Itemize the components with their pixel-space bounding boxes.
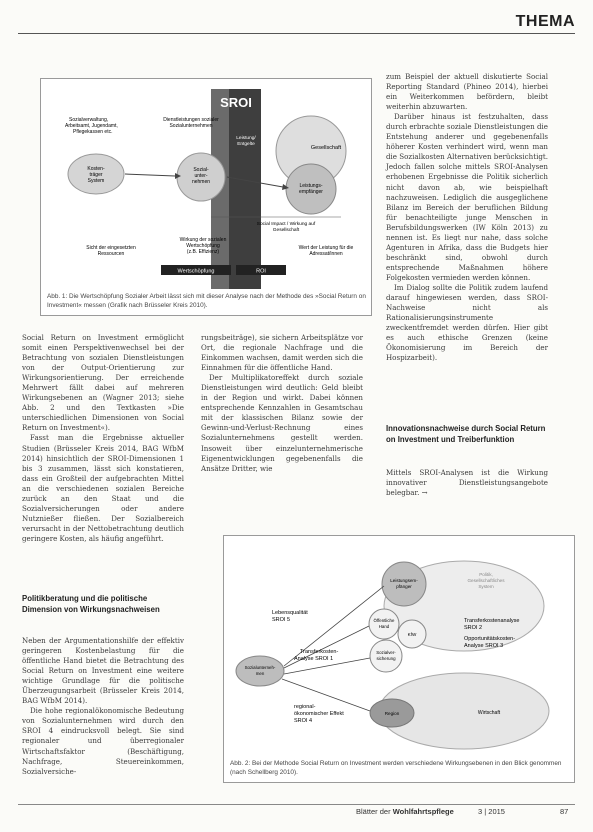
bottom-mid-label: Wirkung der sozialen Wertschöpfung (z.B. Effizienz) [179,237,227,255]
publication-name: Wohlfahrtspflege [392,807,454,816]
left-column-2 [22,636,184,777]
left-p3: Neben der Argumentationshilfe der effektiv geringeren Kostenbelastung für die öffentliche Hand bietet die Betrachtung des Social Return on Investment eine weitere wichtige Grundlage für die politische Überzeugungsarbeit (Brüsseler Kreis 2014, BAG WfbM 2014). [22,636,184,706]
figure2-caption: Abb. 2: Bei der Methode Social Return on Investment werden verschiedene Wirkungsebenen in den Blick genommen (nach Schellberg 2010). [230,760,562,776]
leistungsempfaenger-label-2: Leistungsem-pfänger [390,578,418,589]
wertschoepfung-label: Wertschöpfung [177,268,215,275]
leistung-label: Leistung/ Entgelte [236,136,256,147]
mid-p2: Der Multiplikatoreffekt durch soziale Dienstleistungen wird deutlich: Geld bleibt in der Region und wirkt. Dabei können entsprechende Kennzahlen in Gesamtschau mit der klassischen Bilanz sowie der Gewinn-und-Verlust-Rechnung eines Sozialunternehmens gestellt werden. Insoweit über einzelunternehmerische Eigenentwicklungen gegebenenfalls die Ansätze Dritter, wie [201,373,363,473]
right-p4: Mittels SROI-Analysen ist die Wirkung innovativer Dienstleistungsangebote belegbar. [386,468,548,498]
left-subhead: Politikberatung und die politische Dimension von Wirkungsnachweisen [22,594,160,614]
arrow-kosten-sozial [125,174,175,176]
sroi-band-dark [229,89,261,289]
right-p2: Darüber hinaus ist festzuhalten, dass durch erbrachte soziale Dienstleistungen die Entstehung anderer und gegebenenfalls höherer Kosten verhindert wird, wenn man die Sozialkosten Alternativen berücksichtigt. Jedoch fallen solche mittels SROI-Analysen erhobenen Ergebnisse die Politik sicherlich nicht davon ab, wie beispielhaft nachzuweisen. Lediglich die ausgeglichene Bilanz im Bereich der beruflichen Bildung für benachteiligte junge Menschen in Berufsbildungswerken (IW Köln 2013) zu nennen ist. Es liegt nur nahe, dass solche Agenturen in Afrika, dass die Budgets hier beschränkt sind, obwohl durch entsprechende Maßnahmen höhere Folgekosten vermieden werden können. [386,112,548,282]
footer-publication [356,807,454,816]
right-column [386,72,548,363]
gesellschaft-label: Gesellschaft [310,145,342,151]
lebensqualitaet-label: Lebensqualität SROI 5 [272,610,308,623]
bottom-left-label: Sicht der eingesetzten Ressourcen [86,245,136,257]
social-impact-label: Social Impact / Wirkung auf Gesellschaft [256,222,316,233]
sozialunternehmen-label: Sozial-unter-nehmen [191,167,211,185]
sroi-diagram [41,79,373,317]
transferkostenanalyse-label: Transferkostenanalyse SROI 2 [464,618,520,631]
sroi-title: SROI [220,95,252,110]
opportunitaetskosten-label: Opportunitätskosten-Analyse SROI 3 [464,636,516,649]
right-column-2 [386,468,548,498]
regional-label: regional-ökonomischer Effekt SROI 4 [294,704,344,724]
leistungsempfaenger-label: Leistungs-empfänger [299,183,323,195]
left-p1: Social Return on Investment ermöglicht somit einen Perspektivenwechsel bei der Betrachtung von sozialen Dienstleistungen von der Output-Orientierung zur Wirkungsorientierung. Der erreichende Mehrwert fällt dabei auf mehreren Wirkungsebenen an (Wagner 2013; siehe Abb. 2 und den Textkasten »Die unterschiedlichen Dimensionen von Social Return on Investment«). [22,333,184,433]
figure-sroi-value-chain [40,78,372,316]
publication-prefix: Blätter der [356,807,393,816]
right-p1: zum Beispiel der aktuell diskutierte Social Reporting Standard (Phineo 2014), hierbei ein Weiterkommen befördern, bleibt weiterhin abzuwarten. [386,72,548,112]
left-p4: Die hohe regionalökonomische Bedeutung von Sozialunternehmen wird durch den SROI 4 eindrucksvoll belegt. Sie sind regionaler und überregionaler Wirtschaftsfaktor (Beschäftigung, Nachfrage, Steuereinkommen, Sozialversiche- [22,706,184,776]
region-label: Region [384,711,400,716]
sroi-levels-diagram [224,536,576,784]
figure-sroi-levels [223,535,575,783]
footer-rule [18,804,575,805]
politik-label: Politik, Gesellschaftliches System [467,572,505,589]
transferkosten-label: Transferkosten-Analyse SROI 1 [294,649,339,662]
continue-arrow: → [421,488,428,498]
page-number: 87 [560,807,569,816]
roi-label: ROI [256,268,266,275]
right-p3: Im Dialog sollte die Politik zudem laufend darauf hingewiesen werden, dass SROI-Nachweise nicht als Rationalisierungsinstrumente zweckentfremdet werden dürfen. Hier gibt es auch ethische Grenzen (keine Ökonomisierung im Bereich der Hospizarbeit). [386,282,548,363]
bottom-right-label: Wert der Leistung für die Adressat/innen [298,245,354,257]
footer-issue: 3 | 2015 [478,807,505,816]
top-left-label: Sozialverwaltung, Arbeitsamt, Jugendamt, Pflegekassen etc. [65,117,118,135]
kfw-label: KfW [407,632,417,637]
kostentraeger-label: Kosten-träger System [87,166,105,184]
left-p2: Fasst man die Ergebnisse aktueller Studien (Brüsseler Kreis 2014, BAG WfbM 2014) hinsichtlich der SROI-Dimensionen 1 bis 3 zusammen, lässt sich konstatieren, dass ein Großteil der aufgebrachten Mittel an die verschiedenen sozialen Bereiche zurück an den Staat und die Sozialversicherungen oder andere Nutznießer fließen. Der Sozialbereich verursacht in der Nettobetrachtung deutlich geringere Kosten, als häufig angeführt. [22,433,184,543]
top-mid-label: Dienstleistungen sozialer Sozialunternehmen [163,117,219,129]
sozialversicherung-label: Sozialver-sicherung [376,650,396,661]
header-rule [18,33,575,34]
left-column [22,333,184,544]
section-title: THEMA [515,13,575,30]
mid-p1: rungsbeiträge), sie sichern Arbeitsplätze vor Ort, die regionale Nachfrage und die Einkommen wachsen, damit werden sich die Einnahmen für die öffentliche Hand. [201,333,363,373]
sozialunternehmen-label-2: Sozialunterneh-men [244,665,276,676]
mid-column [201,333,363,474]
right-subhead: Innovationsnachweise durch Social Return on Investment und Treiberfunktion [386,424,546,444]
oeffentliche-label: Öffentliche Hand [373,618,395,629]
figure1-caption: Abb. 1: Die Wertschöpfung Sozialer Arbeit lässt sich mit dieser Analyse nach der Methode des »Social Return on Investment« messen (Grafik nach Brüsseler Kreis 2010). [47,293,366,309]
wirtschaft-label: Wirtschaft [477,710,501,716]
